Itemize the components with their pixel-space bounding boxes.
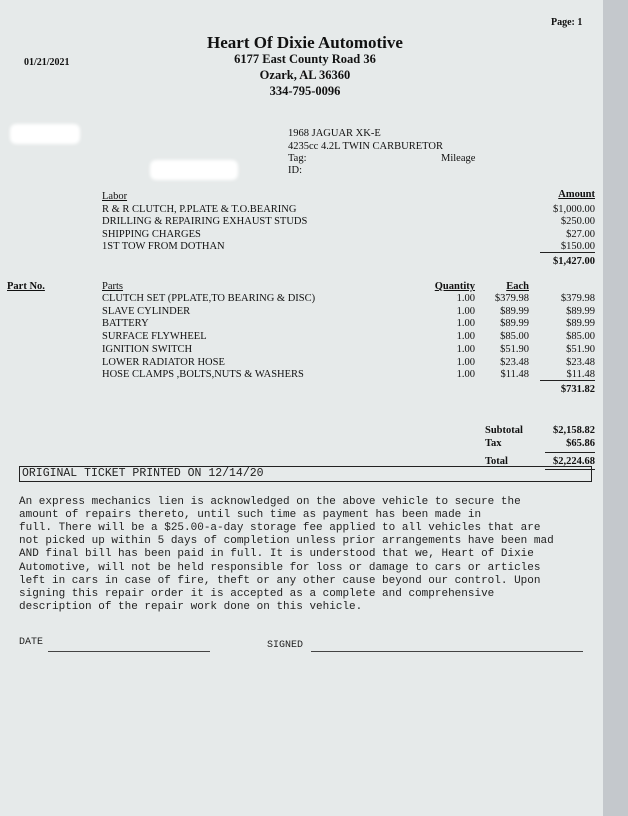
part-item-desc: CLUTCH SET (PPLATE,TO BEARING & DISC): [102, 293, 316, 304]
part-item-desc: HOSE CLAMPS ,BOLTS,NUTS & WASHERS: [102, 369, 304, 381]
date-line[interactable]: [48, 651, 210, 652]
part-item-each: $51.90: [500, 343, 529, 355]
part-item-amount: $89.99: [566, 318, 595, 330]
part-item-qty: 1.00: [456, 356, 475, 368]
vehicle-tag-label: Tag:: [288, 153, 307, 164]
company-address-1: 6177 East County Road 36: [234, 52, 376, 66]
company-phone: 334-795-0096: [269, 84, 341, 98]
redacted-customer-info: [150, 160, 238, 180]
tax-label: Tax: [485, 438, 502, 449]
tax-value: $65.86: [566, 438, 595, 449]
part-item-amount: $85.00: [566, 331, 595, 343]
labor-item-desc: DRILLING & REPAIRING EXHAUST STUDS: [102, 216, 308, 228]
ticket-notice: ORIGINAL TICKET PRINTED ON 12/14/20: [22, 467, 264, 480]
subtotal-label: Subtotal: [485, 425, 523, 436]
terms-line: Automotive, will not be held responsible for loss or damage to cars or articles: [19, 561, 541, 574]
parts-heading: Parts: [102, 281, 123, 292]
labor-item-desc: 1ST TOW FROM DOTHAN: [102, 240, 225, 252]
scan-edge: [603, 0, 628, 816]
terms-line: not picked up within 5 days of completion unless prior arrangements have been mad: [19, 535, 554, 548]
part-item-desc: IGNITION SWITCH: [102, 343, 193, 355]
part-item-each: $379.98: [494, 293, 529, 304]
part-item-qty: 1.00: [456, 343, 475, 355]
total-label: Total: [485, 456, 508, 467]
part-item-amount: $379.98: [560, 293, 595, 304]
part-item-qty: 1.00: [456, 331, 475, 343]
part-item-amount: $11.48: [566, 369, 595, 381]
labor-heading: Labor: [102, 191, 128, 202]
subtotal-value: $2,158.82: [553, 425, 595, 436]
date-label: DATE: [19, 637, 44, 648]
vehicle-id-label: ID:: [288, 165, 302, 176]
part-item-qty: 1.00: [456, 305, 475, 317]
terms-line: description of the repair work done on this vehicle.: [19, 600, 363, 613]
quantity-heading: Quantity: [434, 281, 475, 292]
part-item-each: $89.99: [500, 318, 529, 330]
part-item-desc: SURFACE FLYWHEEL: [102, 331, 207, 343]
terms-line: signing this repair order it is accepted as a complete and comprehensive: [19, 587, 495, 600]
part-item-each: $85.00: [500, 331, 529, 343]
labor-item-amount: $250.00: [560, 216, 595, 228]
each-heading: Each: [506, 281, 529, 292]
labor-item-desc: SHIPPING CHARGES: [102, 228, 201, 240]
company-address-2: Ozark, AL 36360: [259, 68, 351, 82]
labor-item-amount: $150.00: [560, 240, 595, 252]
labor-item-amount: $27.00: [566, 228, 595, 240]
part-item-amount: $23.48: [566, 356, 595, 368]
labor-total: $1,427.00: [553, 256, 595, 267]
terms-line: An express mechanics lien is acknowledged on the above vehicle to secure the: [19, 496, 521, 508]
total-value: $2,224.68: [553, 456, 595, 467]
part-item-amount: $89.99: [566, 305, 595, 317]
part-item-desc: BATTERY: [102, 318, 149, 330]
terms-line: amount of repairs thereto, until such time as payment has been made in: [19, 509, 482, 522]
part-item-each: $23.48: [500, 356, 529, 368]
part-no-heading: Part No.: [7, 281, 45, 292]
part-item-qty: 1.00: [456, 318, 475, 330]
amount-heading: Amount: [558, 189, 595, 200]
vehicle-mileage-label: Mileage: [441, 153, 476, 164]
part-item-qty: 1.00: [456, 369, 475, 381]
vehicle-engine: 4235cc 4.2L TWIN CARBURETOR: [288, 141, 443, 152]
part-item-amount: $51.90: [566, 343, 595, 355]
signed-line[interactable]: [311, 651, 583, 652]
tax-rule: [545, 452, 595, 453]
labor-item-amount: $1,000.00: [553, 204, 595, 215]
vehicle-model: 1968 JAGUAR XK-E: [288, 128, 381, 139]
page-number: Page: 1: [551, 17, 583, 28]
part-item-desc: LOWER RADIATOR HOSE: [102, 356, 225, 368]
part-item-desc: SLAVE CYLINDER: [102, 305, 191, 317]
part-item-qty: 1.00: [456, 293, 475, 304]
labor-total-rule: [540, 252, 595, 253]
parts-total-rule: [540, 380, 595, 381]
terms-line: left in cars in case of fire, theft or any other cause beyond our control. Upon: [19, 574, 541, 587]
company-name: Heart Of Dixie Automotive: [207, 33, 403, 52]
parts-total: $731.82: [560, 384, 595, 395]
signed-label: SIGNED: [267, 640, 304, 651]
terms-line: full. There will be a $25.00-a-day storage fee applied to all vehicles that are: [19, 522, 541, 535]
terms-line: AND final bill has been paid in full. It is understood that we, Heart of Dixie: [19, 548, 534, 561]
part-item-each: $89.99: [500, 305, 529, 317]
part-item-each: $11.48: [500, 369, 529, 381]
labor-item-desc: R & R CLUTCH, P.PLATE & T.O.BEARING: [102, 204, 297, 215]
redacted-customer-name: [10, 124, 80, 144]
invoice-date: 01/21/2021: [24, 57, 70, 68]
